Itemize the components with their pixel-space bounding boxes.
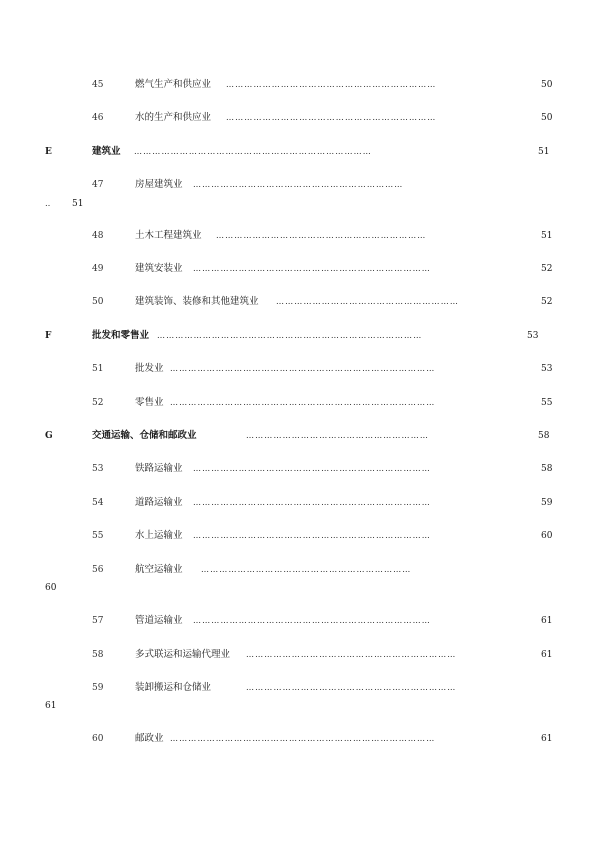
entry-title: 建筑安装业 [135, 263, 183, 274]
entry-title: 装卸搬运和仓储业 [135, 682, 212, 693]
leader-dots: …………………………………………………………………… [193, 464, 431, 473]
leader-dots: …………………………………………………………… [193, 180, 404, 189]
leader-dots: …………………………………………………………… [201, 565, 412, 574]
entry-code: 45 [92, 80, 104, 90]
entry-page: 50 [541, 113, 553, 123]
entry-page: 61 [541, 734, 553, 744]
entry-page: 52 [541, 297, 553, 307]
entry-page: 59 [541, 498, 553, 508]
entry-page: 61 [541, 650, 553, 660]
entry-code: 50 [92, 297, 104, 307]
entry-code: 54 [92, 498, 104, 508]
entry-title: 零售业 [135, 397, 164, 408]
section-title: 建筑业 [92, 146, 121, 157]
section-page: 58 [538, 431, 550, 441]
entry-code: 49 [92, 264, 104, 274]
entry-title: 土木工程建筑业 [135, 230, 202, 241]
leader-dots: …………………………………………………………………… [134, 147, 372, 156]
leader-dots: …………………………………………………………………… [193, 264, 431, 273]
leader-dots-wrap: ‥ [45, 199, 52, 208]
entry-code: 60 [92, 734, 104, 744]
leader-dots: …………………………………………………………………… [193, 498, 431, 507]
entry-page: 61 [541, 616, 553, 626]
section-code: G [45, 431, 53, 441]
entry-code: 59 [92, 683, 104, 693]
leader-dots: …………………………………………………………………………… [170, 364, 436, 373]
entry-page: 51 [541, 231, 553, 241]
entry-code: 57 [92, 616, 104, 626]
section-title: 交通运输、仓储和邮政业 [92, 430, 197, 441]
entry-title: 管道运输业 [135, 615, 183, 626]
entry-code: 48 [92, 231, 104, 241]
entry-code: 47 [92, 180, 104, 190]
entry-code: 51 [92, 364, 104, 374]
entry-page: 53 [541, 364, 553, 374]
section-code: E [45, 147, 52, 157]
leader-dots: …………………………………………………………………………… [157, 331, 423, 340]
leader-dots: …………………………………………………………………… [193, 616, 431, 625]
entry-title: 水的生产和供应业 [135, 112, 212, 123]
entry-title: 航空运输业 [135, 564, 183, 575]
entry-code: 56 [92, 565, 104, 575]
leader-dots: …………………………………………………………… [246, 650, 457, 659]
entry-title: 建筑装饰、装修和其他建筑业 [135, 296, 259, 307]
section-page: 51 [538, 147, 550, 157]
entry-code: 52 [92, 398, 104, 408]
entry-code: 53 [92, 464, 104, 474]
section-page: 53 [527, 331, 539, 341]
entry-title: 邮政业 [135, 733, 164, 744]
section-title: 批发和零售业 [92, 330, 150, 341]
entry-title: 水上运输业 [135, 530, 183, 541]
leader-dots: …………………………………………………… [276, 297, 459, 306]
entry-page: 60 [45, 583, 57, 593]
entry-page: 52 [541, 264, 553, 274]
entry-page: 50 [541, 80, 553, 90]
entry-code: 58 [92, 650, 104, 660]
leader-dots: …………………………………………………………………………… [170, 734, 436, 743]
entry-title: 道路运输业 [135, 497, 183, 508]
leader-dots: …………………………………………………… [246, 431, 429, 440]
entry-title: 铁路运输业 [135, 463, 183, 474]
entry-title: 多式联运和运输代理业 [135, 649, 231, 660]
entry-code: 55 [92, 531, 104, 541]
entry-page: 51 [72, 199, 84, 209]
entry-page: 61 [45, 701, 57, 711]
leader-dots: …………………………………………………………………………… [170, 398, 436, 407]
section-code: F [45, 331, 52, 341]
leader-dots: …………………………………………………………… [216, 231, 427, 240]
entry-page: 60 [541, 531, 553, 541]
entry-page: 58 [541, 464, 553, 474]
leader-dots: …………………………………………………………… [226, 113, 437, 122]
entry-page: 55 [541, 398, 553, 408]
leader-dots: …………………………………………………………… [246, 683, 457, 692]
entry-title: 房屋建筑业 [135, 179, 183, 190]
entry-title: 批发业 [135, 363, 164, 374]
entry-code: 46 [92, 113, 104, 123]
leader-dots: …………………………………………………………… [226, 80, 437, 89]
leader-dots: …………………………………………………………………… [193, 531, 431, 540]
entry-title: 燃气生产和供应业 [135, 79, 212, 90]
